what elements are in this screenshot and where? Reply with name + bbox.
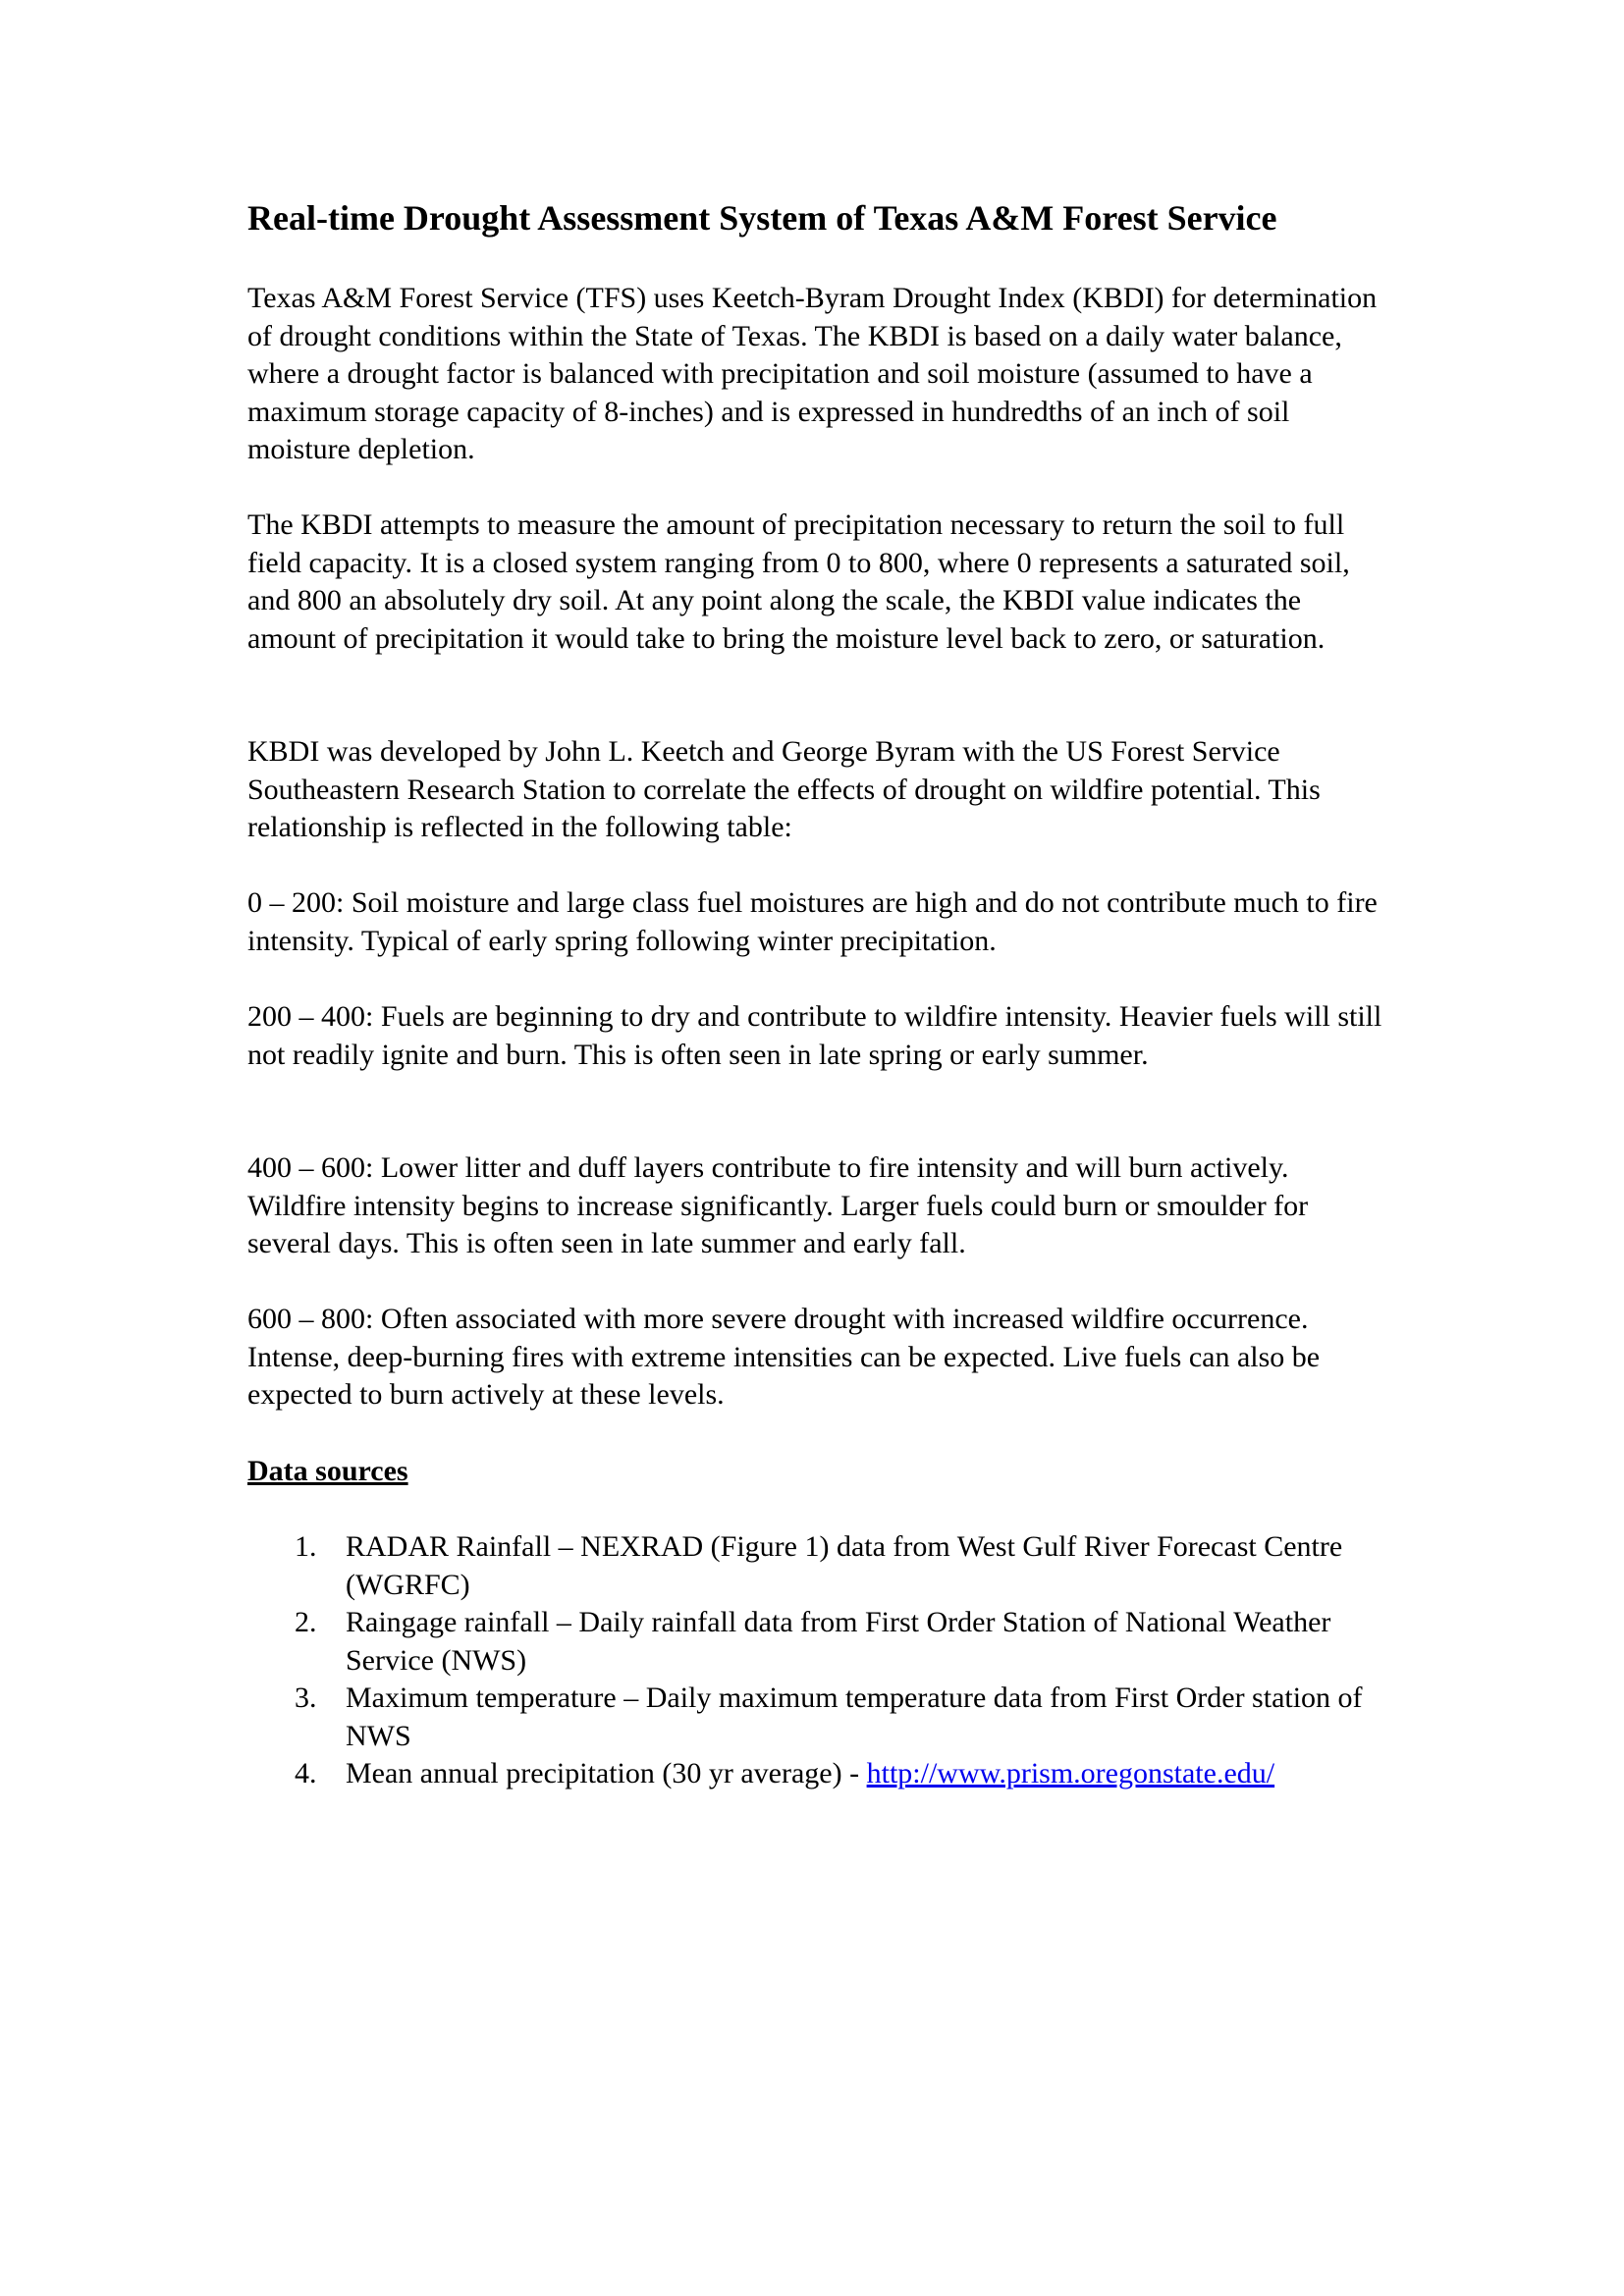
list-item-text: Mean annual precipitation (30 yr average) -: [346, 1757, 867, 1789]
kbdi-history-paragraph: KBDI was developed by John L. Keetch and George Byram with the US Forest Service Southeastern Research Station to correlate the effects of drought on wildfire potential. This relationship is reflected in the following table:: [247, 735, 1321, 843]
range-400-600-paragraph: 400 – 600: Lower litter and duff layers contribute to fire intensity and will burn actively. Wildfire intensity begins to increase significantly. Larger fuels could burn or smoulder for several days. This is often seen in late summer and early fall.: [247, 1151, 1309, 1259]
list-item: [295, 1680, 1394, 1755]
list-item: [295, 1604, 1394, 1680]
range-200-400-paragraph: 200 – 400: Fuels are beginning to dry and contribute to wildfire intensity. Heavier fuels will still not readily ignite and burn. This is often seen in late spring or early summer.: [247, 1000, 1382, 1071]
range-600-800-paragraph: 600 – 800: Often associated with more severe drought with increased wildfire occurrence. Intense, deep-burning fires with extreme intensities can be expected. Live fuels can also be expected to burn actively at these levels.: [247, 1303, 1321, 1411]
intro-paragraph: Texas A&M Forest Service (TFS) uses Keetch-Byram Drought Index (KBDI) for determination of drought conditions within the State of Texas. The KBDI is based on a daily water balance, where a drought factor is balanced with precipitation and soil moisture (assumed to have a maximum storage capacity of 8-inches) and is expressed in hundredths of an inch of soil moisture depletion.: [247, 282, 1378, 465]
list-number: 2.: [295, 1606, 317, 1638]
list-item-text: Raingage rainfall – Daily rainfall data from First Order Station of National Weather Service (NWS): [346, 1606, 1331, 1677]
kbdi-scale-paragraph: The KBDI attempts to measure the amount of precipitation necessary to return the soil to full field capacity. It is a closed system ranging from 0 to 800, where 0 represents a saturated soil, and 800 an absolutely dry soil. At any point along the scale, the KBDI value indicates the amount of precipitation it would take to bring the moisture level back to zero, or saturation.: [247, 508, 1350, 655]
list-item: [295, 1528, 1394, 1604]
list-item-text: Maximum temperature – Daily maximum temperature data from First Order station of NWS: [346, 1682, 1363, 1752]
data-sources-list: [295, 1528, 1394, 1793]
list-number: 1.: [295, 1530, 317, 1563]
list-item: [295, 1755, 1394, 1793]
list-item-text: RADAR Rainfall – NEXRAD (Figure 1) data from West Gulf River Forecast Centre (WGRFC): [346, 1530, 1343, 1601]
prism-link[interactable]: http://www.prism.oregonstate.edu/: [866, 1757, 1275, 1789]
page-title: Real-time Drought Assessment System of Texas A&M Forest Service: [247, 198, 1277, 238]
list-number: 3.: [295, 1682, 317, 1714]
range-0-200-paragraph: 0 – 200: Soil moisture and large class fuel moistures are high and do not contribute much to fire intensity. Typical of early spring following winter precipitation.: [247, 886, 1378, 957]
data-sources-heading: Data sources: [247, 1455, 408, 1487]
list-number: 4.: [295, 1757, 317, 1789]
